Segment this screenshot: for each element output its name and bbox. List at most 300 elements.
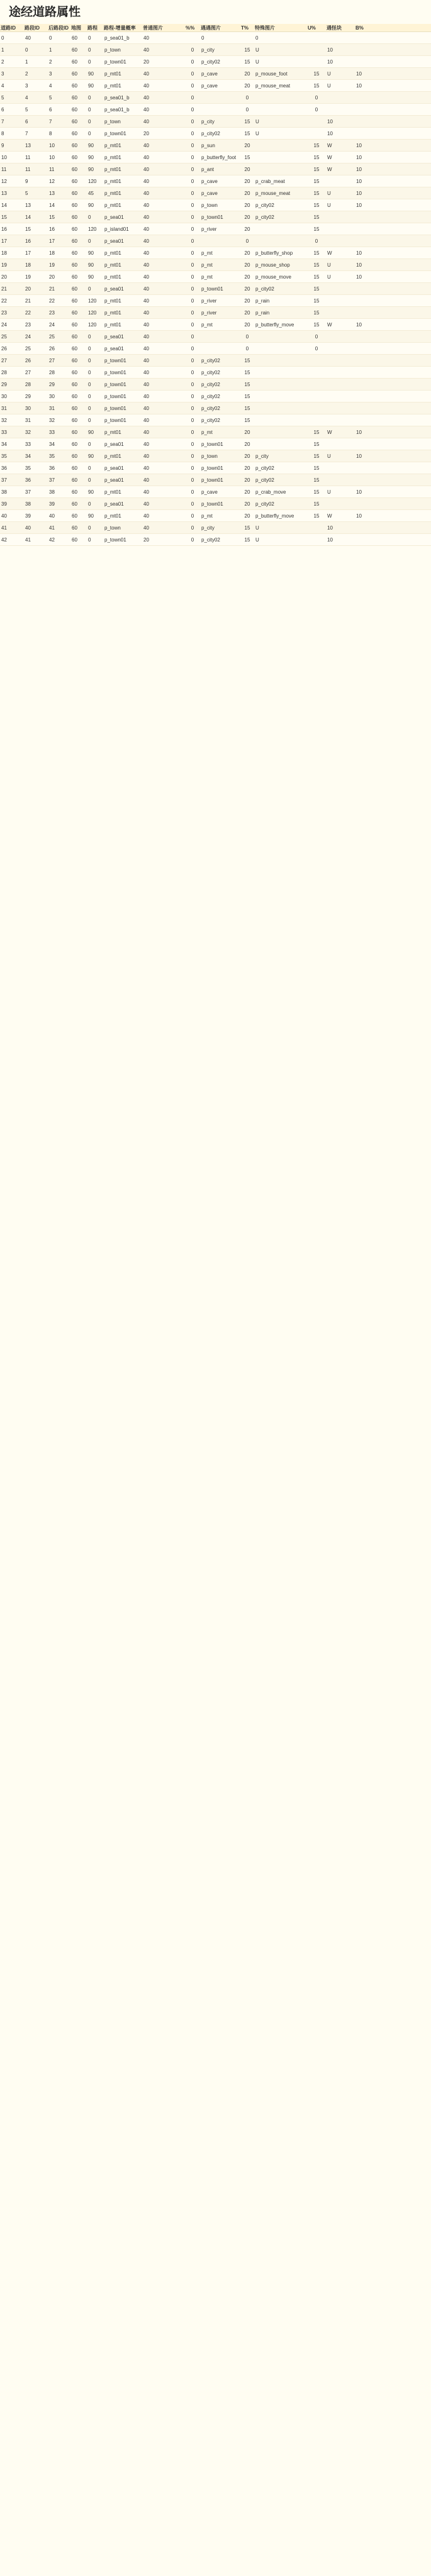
table-cell: 90 bbox=[87, 199, 103, 211]
table-cell: 15 bbox=[307, 175, 326, 187]
table-cell: 26 bbox=[48, 343, 70, 355]
table-cell: 15 bbox=[307, 295, 326, 307]
table-cell: p_mouse_foot bbox=[254, 68, 307, 80]
table-cell: 60 bbox=[70, 140, 87, 152]
table-cell: p_mt01 bbox=[103, 319, 142, 331]
table-cell: 40 bbox=[24, 522, 48, 534]
table-cell bbox=[355, 474, 431, 486]
table-cell: 60 bbox=[70, 211, 87, 223]
table-cell: p_mt01 bbox=[103, 199, 142, 211]
table-cell: 23 bbox=[0, 307, 24, 319]
table-cell bbox=[307, 414, 326, 426]
table-cell: 15 bbox=[240, 402, 254, 414]
table-cell: 10 bbox=[355, 510, 431, 522]
column-header: 路段ID bbox=[24, 24, 48, 32]
table-cell: p_mt01 bbox=[103, 247, 142, 259]
table-cell bbox=[326, 438, 355, 450]
table-cell: 13 bbox=[24, 140, 48, 152]
table-cell bbox=[307, 379, 326, 391]
table-row bbox=[0, 295, 431, 307]
table-cell: 15 bbox=[240, 367, 254, 379]
table-cell: 0 bbox=[307, 343, 326, 355]
table-cell: 90 bbox=[87, 259, 103, 271]
table-cell: W bbox=[326, 510, 355, 522]
table-cell: 0 bbox=[185, 116, 200, 128]
table-cell bbox=[307, 534, 326, 546]
table-cell: 5 bbox=[0, 92, 24, 104]
table-cell: 15 bbox=[240, 116, 254, 128]
table-cell bbox=[355, 307, 431, 319]
table-cell bbox=[254, 164, 307, 175]
table-cell: U bbox=[254, 522, 307, 534]
table-cell: 15 bbox=[307, 283, 326, 295]
table-cell bbox=[326, 498, 355, 510]
table-cell: 5 bbox=[24, 187, 48, 199]
table-cell bbox=[355, 211, 431, 223]
table-cell: p_town01 bbox=[200, 211, 240, 223]
table-cell: p_town01 bbox=[103, 534, 142, 546]
table-cell: p_mt bbox=[200, 510, 240, 522]
table-cell: W bbox=[326, 247, 355, 259]
table-cell bbox=[254, 438, 307, 450]
table-cell bbox=[355, 235, 431, 247]
table-cell: 15 bbox=[0, 211, 24, 223]
table-cell: p_cave bbox=[200, 175, 240, 187]
table-cell: 10 bbox=[355, 187, 431, 199]
table-cell: 15 bbox=[240, 414, 254, 426]
table-cell: p_town01 bbox=[200, 462, 240, 474]
table-cell bbox=[355, 104, 431, 116]
table-cell: 39 bbox=[24, 510, 48, 522]
table-cell: 4 bbox=[48, 80, 70, 92]
column-header: %% bbox=[185, 24, 200, 32]
table-cell: 26 bbox=[24, 355, 48, 367]
table-cell: 40 bbox=[142, 510, 185, 522]
table-cell: 0 bbox=[87, 438, 103, 450]
table-cell: 28 bbox=[24, 379, 48, 391]
table-cell: 0 bbox=[185, 438, 200, 450]
table-cell: 0 bbox=[87, 391, 103, 402]
table-cell: 10 bbox=[326, 44, 355, 56]
table-cell: 40 bbox=[142, 271, 185, 283]
table-cell: 60 bbox=[70, 68, 87, 80]
table-cell: p_ant bbox=[200, 164, 240, 175]
table-cell: 26 bbox=[0, 343, 24, 355]
table-row bbox=[0, 152, 431, 164]
table-cell: 4 bbox=[0, 80, 24, 92]
table-cell bbox=[185, 32, 200, 44]
table-cell: 23 bbox=[48, 307, 70, 319]
table-cell bbox=[326, 462, 355, 474]
table-row bbox=[0, 199, 431, 211]
table-cell bbox=[200, 104, 240, 116]
table-cell: 10 bbox=[355, 140, 431, 152]
table-cell: p_butterfly_shop bbox=[254, 247, 307, 259]
table-cell: p_mouse_meat bbox=[254, 80, 307, 92]
table-cell bbox=[254, 414, 307, 426]
table-cell: 90 bbox=[87, 164, 103, 175]
table-cell: p_city02 bbox=[200, 379, 240, 391]
table-cell: 38 bbox=[0, 486, 24, 498]
table-cell: p_butterfly_move bbox=[254, 510, 307, 522]
table-cell bbox=[326, 379, 355, 391]
table-cell: 20 bbox=[48, 271, 70, 283]
table-cell: p_mt01 bbox=[103, 259, 142, 271]
table-cell: 12 bbox=[48, 175, 70, 187]
table-cell: 1 bbox=[24, 56, 48, 68]
table-cell: 60 bbox=[70, 187, 87, 199]
table-cell: 0 bbox=[185, 211, 200, 223]
table-cell: 0 bbox=[87, 32, 103, 44]
table-cell: 3 bbox=[48, 68, 70, 80]
table-cell: 0 bbox=[0, 32, 24, 44]
table-cell: 0 bbox=[185, 92, 200, 104]
table-cell: 31 bbox=[48, 402, 70, 414]
table-cell: 40 bbox=[142, 379, 185, 391]
table-cell: 0 bbox=[185, 474, 200, 486]
table-cell bbox=[254, 343, 307, 355]
table-row bbox=[0, 534, 431, 546]
table-cell: 10 bbox=[326, 534, 355, 546]
table-cell: 15 bbox=[307, 486, 326, 498]
table-cell: 37 bbox=[48, 474, 70, 486]
table-cell bbox=[307, 44, 326, 56]
table-cell: 90 bbox=[87, 68, 103, 80]
table-cell: 0 bbox=[185, 80, 200, 92]
table-cell bbox=[307, 355, 326, 367]
table-cell: p_city02 bbox=[200, 128, 240, 140]
table-cell: W bbox=[326, 426, 355, 438]
table-cell: 15 bbox=[307, 140, 326, 152]
table-cell bbox=[326, 474, 355, 486]
table-cell: 15 bbox=[240, 355, 254, 367]
table-cell: p_mt01 bbox=[103, 295, 142, 307]
table-cell: 2 bbox=[24, 68, 48, 80]
table-cell: p_city02 bbox=[254, 199, 307, 211]
table-cell: 15 bbox=[307, 438, 326, 450]
table-cell: 90 bbox=[87, 80, 103, 92]
table-cell: 18 bbox=[24, 259, 48, 271]
table-cell: 15 bbox=[307, 462, 326, 474]
table-cell: 40 bbox=[142, 259, 185, 271]
table-cell: p_mt01 bbox=[103, 187, 142, 199]
table-cell: 15 bbox=[307, 152, 326, 164]
table-cell: 0 bbox=[240, 104, 254, 116]
table-cell: 3 bbox=[24, 80, 48, 92]
table-cell: p_sea01 bbox=[103, 498, 142, 510]
table-cell: 21 bbox=[24, 295, 48, 307]
table-cell: 20 bbox=[240, 438, 254, 450]
table-cell: 0 bbox=[200, 32, 240, 44]
table-cell bbox=[307, 367, 326, 379]
table-cell: 60 bbox=[70, 486, 87, 498]
table-cell bbox=[326, 283, 355, 295]
table-cell: p_river bbox=[200, 223, 240, 235]
table-cell: 29 bbox=[48, 379, 70, 391]
table-cell: 30 bbox=[48, 391, 70, 402]
table-cell: U bbox=[254, 44, 307, 56]
table-cell: 15 bbox=[240, 44, 254, 56]
table-cell: 10 bbox=[355, 426, 431, 438]
table-cell: 20 bbox=[240, 319, 254, 331]
table-cell: 40 bbox=[142, 355, 185, 367]
table-cell: 0 bbox=[48, 32, 70, 44]
table-cell: 15 bbox=[307, 271, 326, 283]
table-cell: 20 bbox=[240, 307, 254, 319]
table-cell: 40 bbox=[142, 223, 185, 235]
table-row bbox=[0, 223, 431, 235]
table-cell: p_town bbox=[103, 116, 142, 128]
table-cell: 40 bbox=[142, 199, 185, 211]
table-cell: 0 bbox=[87, 522, 103, 534]
table-cell: 0 bbox=[185, 187, 200, 199]
table-cell: 16 bbox=[0, 223, 24, 235]
table-cell: p_mt bbox=[200, 271, 240, 283]
table-cell: p_city02 bbox=[200, 534, 240, 546]
table-cell: 7 bbox=[24, 128, 48, 140]
table-cell: 40 bbox=[142, 164, 185, 175]
table-cell bbox=[355, 56, 431, 68]
table-cell bbox=[200, 343, 240, 355]
table-cell: p_town01 bbox=[200, 438, 240, 450]
table-cell: 33 bbox=[48, 426, 70, 438]
table-cell: 40 bbox=[142, 104, 185, 116]
table-cell bbox=[326, 32, 355, 44]
table-row bbox=[0, 367, 431, 379]
table-cell: 20 bbox=[142, 534, 185, 546]
table-cell: 15 bbox=[307, 474, 326, 486]
table-cell: 32 bbox=[48, 414, 70, 426]
table-cell: 0 bbox=[24, 44, 48, 56]
table-cell: p_mt01 bbox=[103, 152, 142, 164]
table-cell: 20 bbox=[240, 510, 254, 522]
column-header: 遇遇图片 bbox=[200, 24, 240, 32]
table-row bbox=[0, 462, 431, 474]
table-cell: 20 bbox=[240, 187, 254, 199]
table-cell bbox=[307, 402, 326, 414]
table-cell: p_town01 bbox=[200, 474, 240, 486]
table-cell: p_city02 bbox=[254, 283, 307, 295]
table-row bbox=[0, 56, 431, 68]
table-cell: 30 bbox=[0, 391, 24, 402]
table-cell: 0 bbox=[185, 128, 200, 140]
table-cell: 120 bbox=[87, 307, 103, 319]
table-cell: 0 bbox=[185, 414, 200, 426]
table-row bbox=[0, 259, 431, 271]
table-cell: p_town bbox=[103, 44, 142, 56]
table-cell: p_city02 bbox=[254, 498, 307, 510]
table-cell bbox=[355, 379, 431, 391]
table-cell: 0 bbox=[240, 331, 254, 343]
table-cell: 4 bbox=[24, 92, 48, 104]
table-cell bbox=[200, 331, 240, 343]
table-cell: 32 bbox=[24, 426, 48, 438]
table-cell: 0 bbox=[87, 283, 103, 295]
table-row bbox=[0, 426, 431, 438]
table-cell: 20 bbox=[240, 426, 254, 438]
table-cell: 60 bbox=[70, 295, 87, 307]
table-cell: 38 bbox=[48, 486, 70, 498]
table-row bbox=[0, 474, 431, 486]
table-cell: 28 bbox=[48, 367, 70, 379]
table-cell: 8 bbox=[0, 128, 24, 140]
table-cell: 0 bbox=[307, 104, 326, 116]
table-cell: 0 bbox=[240, 92, 254, 104]
table-cell: 35 bbox=[0, 450, 24, 462]
table-cell: p_town01 bbox=[200, 498, 240, 510]
table-cell: 0 bbox=[87, 462, 103, 474]
table-row bbox=[0, 283, 431, 295]
table-cell: 60 bbox=[70, 391, 87, 402]
table-cell bbox=[355, 367, 431, 379]
table-cell bbox=[254, 426, 307, 438]
table-cell: 60 bbox=[70, 175, 87, 187]
table-cell: 41 bbox=[48, 522, 70, 534]
table-cell: 5 bbox=[48, 92, 70, 104]
table-cell: 0 bbox=[185, 510, 200, 522]
table-cell bbox=[355, 92, 431, 104]
table-cell: 8 bbox=[48, 128, 70, 140]
table-cell: 0 bbox=[185, 175, 200, 187]
table-cell: 15 bbox=[48, 211, 70, 223]
table-cell: 27 bbox=[48, 355, 70, 367]
table-cell: W bbox=[326, 140, 355, 152]
table-cell: 40 bbox=[142, 486, 185, 498]
table-cell: p_sea01_b bbox=[103, 92, 142, 104]
table-cell: 40 bbox=[142, 414, 185, 426]
table-cell: 40 bbox=[142, 92, 185, 104]
table-cell: 40 bbox=[142, 44, 185, 56]
table-row bbox=[0, 164, 431, 175]
table-cell: 0 bbox=[87, 44, 103, 56]
table-cell bbox=[355, 402, 431, 414]
table-cell: p_cave bbox=[200, 486, 240, 498]
table-cell: 40 bbox=[142, 307, 185, 319]
table-cell: p_sea01 bbox=[103, 211, 142, 223]
column-header: 遇怪块 bbox=[326, 24, 355, 32]
table-cell: p_city02 bbox=[254, 462, 307, 474]
table-cell: 5 bbox=[24, 104, 48, 116]
table-cell bbox=[326, 175, 355, 187]
table-cell: 0 bbox=[185, 534, 200, 546]
table-cell: 0 bbox=[185, 140, 200, 152]
table-cell: 25 bbox=[24, 343, 48, 355]
table-cell: p_mt01 bbox=[103, 307, 142, 319]
table-row bbox=[0, 32, 431, 44]
table-cell: p_city bbox=[200, 116, 240, 128]
table-cell: 90 bbox=[87, 486, 103, 498]
table-cell bbox=[355, 414, 431, 426]
table-cell: 40 bbox=[142, 175, 185, 187]
table-cell: 60 bbox=[70, 152, 87, 164]
table-cell: 1 bbox=[48, 44, 70, 56]
table-cell: U bbox=[254, 116, 307, 128]
table-cell: 15 bbox=[307, 307, 326, 319]
table-cell: p_crab_move bbox=[254, 486, 307, 498]
table-cell bbox=[355, 32, 431, 44]
table-cell: 20 bbox=[240, 486, 254, 498]
table-cell: 20 bbox=[0, 271, 24, 283]
table-cell: p_town bbox=[200, 450, 240, 462]
table-cell: 0 bbox=[185, 259, 200, 271]
table-cell: 10 bbox=[355, 450, 431, 462]
table-cell: 120 bbox=[87, 175, 103, 187]
table-cell: p_river bbox=[200, 307, 240, 319]
table-cell: 0 bbox=[185, 486, 200, 498]
table-cell: 20 bbox=[142, 128, 185, 140]
table-cell: 0 bbox=[185, 164, 200, 175]
table-cell: 40 bbox=[142, 522, 185, 534]
table-cell: 39 bbox=[0, 498, 24, 510]
table-cell: p_mt01 bbox=[103, 175, 142, 187]
table-cell: 40 bbox=[48, 510, 70, 522]
table-cell: 20 bbox=[24, 283, 48, 295]
table-cell: p_city bbox=[200, 44, 240, 56]
table-cell: 23 bbox=[24, 319, 48, 331]
table-cell: 16 bbox=[48, 223, 70, 235]
column-header: T% bbox=[240, 24, 254, 32]
table-cell: 60 bbox=[70, 474, 87, 486]
table-cell bbox=[355, 438, 431, 450]
table-cell: 0 bbox=[185, 391, 200, 402]
table-cell: 60 bbox=[70, 522, 87, 534]
table-cell: 38 bbox=[24, 498, 48, 510]
table-cell: 20 bbox=[240, 164, 254, 175]
table-cell bbox=[254, 223, 307, 235]
table-cell: 15 bbox=[24, 223, 48, 235]
table-cell: p_town01 bbox=[103, 56, 142, 68]
table-cell: 10 bbox=[326, 128, 355, 140]
table-cell: 10 bbox=[326, 56, 355, 68]
table-cell: 0 bbox=[87, 56, 103, 68]
table-cell: 13 bbox=[24, 199, 48, 211]
table-cell bbox=[307, 128, 326, 140]
table-cell: 60 bbox=[70, 343, 87, 355]
table-cell: p_town bbox=[103, 522, 142, 534]
table-cell: 0 bbox=[87, 402, 103, 414]
table-cell: 19 bbox=[24, 271, 48, 283]
table-cell: 30 bbox=[24, 402, 48, 414]
table-cell: 40 bbox=[142, 391, 185, 402]
table-cell bbox=[326, 92, 355, 104]
table-cell bbox=[355, 331, 431, 343]
table-cell: 3 bbox=[0, 68, 24, 80]
table-cell: 0 bbox=[87, 116, 103, 128]
table-row bbox=[0, 80, 431, 92]
table-row bbox=[0, 211, 431, 223]
table-cell: 20 bbox=[240, 140, 254, 152]
table-cell: 15 bbox=[240, 128, 254, 140]
table-cell: 0 bbox=[185, 104, 200, 116]
table-cell: 15 bbox=[307, 164, 326, 175]
table-cell: p_sea01 bbox=[103, 331, 142, 343]
table-cell bbox=[326, 331, 355, 343]
table-cell: 60 bbox=[70, 331, 87, 343]
table-cell bbox=[326, 355, 355, 367]
table-cell: 0 bbox=[87, 331, 103, 343]
table-cell bbox=[355, 223, 431, 235]
table-cell: 20 bbox=[240, 498, 254, 510]
table-row bbox=[0, 379, 431, 391]
table-cell: 20 bbox=[240, 450, 254, 462]
table-cell: 28 bbox=[0, 367, 24, 379]
table-cell: 90 bbox=[87, 152, 103, 164]
table-cell: 40 bbox=[142, 426, 185, 438]
table-cell: 10 bbox=[48, 152, 70, 164]
table-cell: 0 bbox=[185, 462, 200, 474]
table-cell: p_city bbox=[200, 522, 240, 534]
table-cell: 60 bbox=[70, 379, 87, 391]
